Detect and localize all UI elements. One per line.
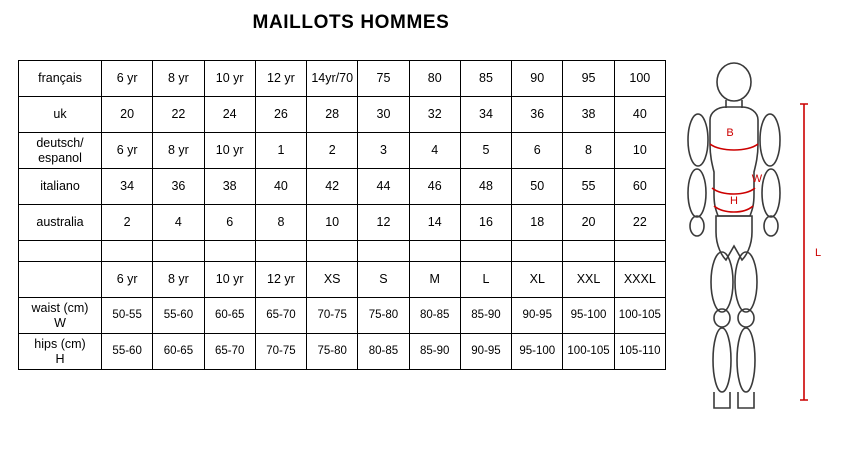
table-cell: 10 yr — [204, 61, 255, 97]
table-cell: 34 — [460, 97, 511, 133]
table-cell: L — [460, 262, 511, 298]
table-cell: 55-60 — [153, 298, 204, 334]
table-cell — [204, 241, 255, 262]
table-cell: 46 — [409, 169, 460, 205]
table-cell — [307, 241, 358, 262]
figure-pelvis — [716, 216, 752, 260]
table-cell — [102, 241, 153, 262]
table-cell: 65-70 — [204, 334, 255, 370]
table-cell: 8 — [563, 133, 614, 169]
table-cell: 38 — [563, 97, 614, 133]
table-cell: 80-85 — [409, 298, 460, 334]
row-header-australia: australia — [19, 205, 102, 241]
table-cell: 10 yr — [204, 133, 255, 169]
table-cell: 18 — [512, 205, 563, 241]
row-header-uk: uk — [19, 97, 102, 133]
table-cell: 12 yr — [255, 262, 306, 298]
table-cell: 90-95 — [460, 334, 511, 370]
table-cell: 105-110 — [614, 334, 665, 370]
table-cell: 24 — [204, 97, 255, 133]
table-cell — [255, 241, 306, 262]
table-cell: 60-65 — [153, 334, 204, 370]
figure-left-hand — [690, 216, 704, 236]
table-cell: 60-65 — [204, 298, 255, 334]
bust-measure-line — [710, 144, 758, 150]
table-cell: 8 — [255, 205, 306, 241]
figure-right-foot — [738, 392, 754, 408]
table-cell: 55 — [563, 169, 614, 205]
table-cell: 38 — [204, 169, 255, 205]
table-row — [19, 61, 666, 97]
table-cell: 75-80 — [307, 334, 358, 370]
table-cell: 40 — [255, 169, 306, 205]
table-cell: 14 — [409, 205, 460, 241]
table-cell: 22 — [614, 205, 665, 241]
figure-left-upper-arm — [688, 114, 708, 166]
bust-label: B — [726, 127, 734, 139]
table-cell: 95-100 — [512, 334, 563, 370]
page-title: MAILLOTS HOMMES — [252, 12, 450, 33]
table-cell — [563, 241, 614, 262]
table-cell: 5 — [460, 133, 511, 169]
table-cell — [460, 241, 511, 262]
table-cell — [512, 241, 563, 262]
table-cell: 4 — [409, 133, 460, 169]
row-header-francais: français — [19, 61, 102, 97]
body-measurement-diagram — [672, 60, 844, 438]
size-chart-body — [19, 61, 666, 370]
table-row — [19, 262, 666, 298]
table-cell: XXXL — [614, 262, 665, 298]
figure-right-thigh — [735, 252, 757, 312]
table-cell: 80-85 — [358, 334, 409, 370]
row-header-letter-sizes — [19, 262, 102, 298]
figure-left-forearm — [688, 169, 706, 217]
table-cell: 100-105 — [614, 298, 665, 334]
figure-right-calf — [737, 328, 755, 392]
table-cell: 30 — [358, 97, 409, 133]
waist-label: W — [751, 173, 763, 185]
figure-left-foot — [714, 392, 730, 408]
table-cell: 8 yr — [153, 61, 204, 97]
table-cell: 6 — [512, 133, 563, 169]
table-cell: 75-80 — [358, 298, 409, 334]
table-cell: 3 — [358, 133, 409, 169]
figure-left-thigh — [711, 252, 733, 312]
table-cell: 70-75 — [307, 298, 358, 334]
table-row — [19, 298, 666, 334]
table-cell: 8 yr — [153, 133, 204, 169]
size-chart-table — [18, 60, 666, 370]
table-cell: 36 — [153, 169, 204, 205]
table-cell — [614, 241, 665, 262]
table-row — [19, 97, 666, 133]
table-cell: 85-90 — [409, 334, 460, 370]
table-cell: 1 — [255, 133, 306, 169]
row-header-hips: hips (cm) H — [19, 334, 102, 370]
table-cell: 2 — [102, 205, 153, 241]
table-cell: 36 — [512, 97, 563, 133]
table-cell: 10 yr — [204, 262, 255, 298]
table-cell: 20 — [563, 205, 614, 241]
male-body-figure-icon — [672, 60, 844, 438]
table-row — [19, 334, 666, 370]
table-row — [19, 133, 666, 169]
table-cell: XL — [512, 262, 563, 298]
table-cell: 6 — [204, 205, 255, 241]
table-cell: 75 — [358, 61, 409, 97]
row-header-deutsch-espanol: deutsch/ espanol — [19, 133, 102, 169]
table-cell: 85 — [460, 61, 511, 97]
table-cell: 40 — [614, 97, 665, 133]
figure-left-calf — [713, 328, 731, 392]
table-cell: XS — [307, 262, 358, 298]
length-label: L — [814, 247, 822, 259]
table-cell: 80 — [409, 61, 460, 97]
table-row-spacer — [19, 241, 666, 262]
table-cell: XXL — [563, 262, 614, 298]
table-cell: 60 — [614, 169, 665, 205]
table-cell: 65-70 — [255, 298, 306, 334]
table-cell: 90 — [512, 61, 563, 97]
waist-measure-line — [712, 188, 755, 194]
table-cell: 32 — [409, 97, 460, 133]
table-cell: M — [409, 262, 460, 298]
table-cell: 90-95 — [512, 298, 563, 334]
row-header-empty — [19, 241, 102, 262]
table-cell: 10 — [307, 205, 358, 241]
table-cell: 100-105 — [563, 334, 614, 370]
table-cell: 22 — [153, 97, 204, 133]
table-cell: 85-90 — [460, 298, 511, 334]
table-cell: 12 yr — [255, 61, 306, 97]
table-cell: 6 yr — [102, 133, 153, 169]
table-cell — [409, 241, 460, 262]
figure-right-forearm — [762, 169, 780, 217]
row-header-italiano: italiano — [19, 169, 102, 205]
table-cell: 50-55 — [102, 298, 153, 334]
table-cell: 8 yr — [153, 262, 204, 298]
table-row — [19, 169, 666, 205]
table-cell: 100 — [614, 61, 665, 97]
table-cell: 70-75 — [255, 334, 306, 370]
table-cell: 95 — [563, 61, 614, 97]
table-cell: 95-100 — [563, 298, 614, 334]
table-cell — [153, 241, 204, 262]
table-cell: 20 — [102, 97, 153, 133]
table-cell: 6 yr — [102, 262, 153, 298]
table-row — [19, 205, 666, 241]
table-cell: 14yr/70 — [307, 61, 358, 97]
table-cell: 6 yr — [102, 61, 153, 97]
table-cell: 50 — [512, 169, 563, 205]
table-cell: 4 — [153, 205, 204, 241]
row-header-waist: waist (cm) W — [19, 298, 102, 334]
table-cell: 10 — [614, 133, 665, 169]
table-cell: 26 — [255, 97, 306, 133]
hips-label: H — [730, 195, 738, 207]
size-chart-container — [18, 60, 666, 370]
table-cell: 12 — [358, 205, 409, 241]
figure-head — [717, 63, 751, 101]
table-cell: 55-60 — [102, 334, 153, 370]
figure-right-upper-arm — [760, 114, 780, 166]
table-cell: 42 — [307, 169, 358, 205]
table-cell: 48 — [460, 169, 511, 205]
table-cell: 44 — [358, 169, 409, 205]
table-cell: 34 — [102, 169, 153, 205]
table-cell: 16 — [460, 205, 511, 241]
figure-right-hand — [764, 216, 778, 236]
table-cell: 2 — [307, 133, 358, 169]
table-cell: 28 — [307, 97, 358, 133]
table-cell — [358, 241, 409, 262]
table-cell: S — [358, 262, 409, 298]
